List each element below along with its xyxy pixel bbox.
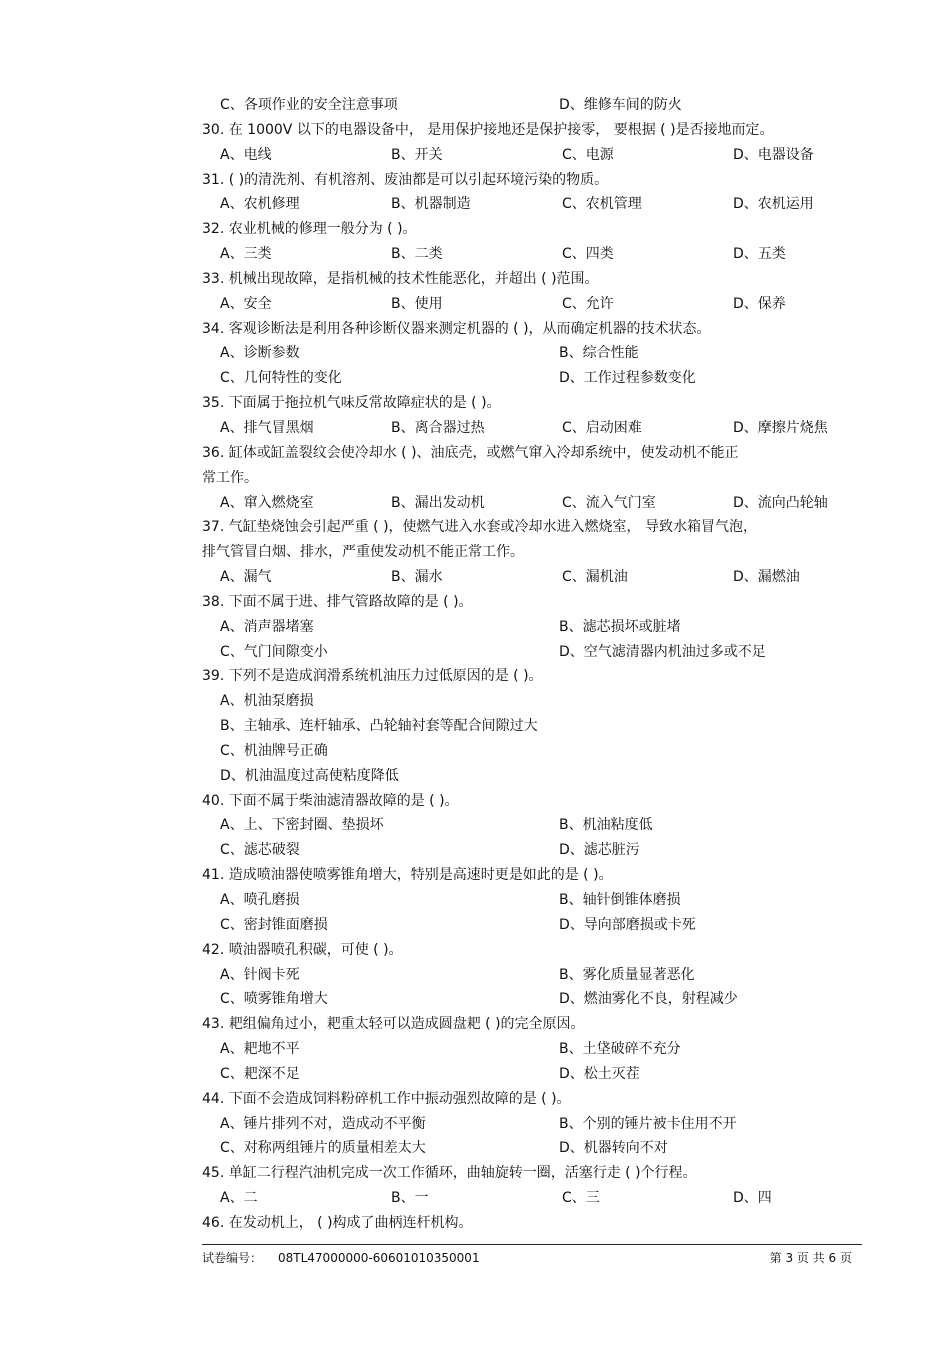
question-text: 常工作。 bbox=[202, 469, 258, 486]
answer-option: B、个别的锤片被卡住用不开 bbox=[559, 1115, 737, 1132]
question-text: 31. ( )的清洗剂、有机溶剂、废油都是可以引起环境污染的物质。 bbox=[202, 171, 609, 188]
answer-option: B、土垡破碎不充分 bbox=[559, 1041, 681, 1058]
answer-option: D、燃油雾化不良，射程减少 bbox=[559, 991, 738, 1008]
answer-option: C、耙深不足 bbox=[220, 1065, 300, 1082]
footer-divider bbox=[202, 1244, 862, 1245]
answer-option: B、离合器过热 bbox=[391, 419, 485, 436]
answer-option: D、导向部磨损或卡死 bbox=[559, 916, 696, 933]
answer-option: D、摩擦片烧焦 bbox=[733, 419, 828, 436]
question-text: 33. 机械出现故障，是指机械的技术性能恶化，并超出 ( )范围。 bbox=[202, 270, 599, 287]
answer-options-row bbox=[202, 491, 862, 516]
answer-option: B、二类 bbox=[391, 246, 443, 263]
answer-option: B、主轴承、连杆轴承、凸轮轴衬套等配合间隙过大 bbox=[220, 718, 538, 735]
answer-options-row bbox=[202, 987, 862, 1012]
answer-option: C、农机管理 bbox=[562, 196, 642, 213]
answer-option: B、开关 bbox=[391, 146, 443, 163]
answer-option: C、启动困难 bbox=[562, 419, 642, 436]
question-text: 40. 下面不属于柴油滤清器故障的是 ( )。 bbox=[202, 792, 459, 809]
answer-options-row bbox=[202, 813, 862, 838]
answer-option: D、四 bbox=[733, 1190, 772, 1207]
answer-option: D、农机运用 bbox=[733, 196, 814, 213]
answer-option: C、滤芯破裂 bbox=[220, 842, 300, 859]
paper-id-code: 08TL47000000-60601010350001 bbox=[278, 1251, 480, 1265]
question-text: 38. 下面不属于进、排气管路故障的是 ( )。 bbox=[202, 593, 473, 610]
answer-option: A、喷孔磨损 bbox=[220, 892, 300, 908]
question-text: 30. 在 1000V 以下的电器设备中， 是用保护接地还是保护接零， 要根据 ( )是否接地而定。 bbox=[202, 121, 774, 138]
answer-option: B、轴针倒锥体磨损 bbox=[559, 892, 681, 908]
answer-option: C、漏机油 bbox=[562, 569, 628, 586]
answer-option: D、漏燃油 bbox=[733, 569, 800, 586]
answer-option: A、锤片排列不对，造成动不平衡 bbox=[220, 1115, 426, 1132]
answer-option: C、几何特性的变化 bbox=[220, 370, 342, 387]
answer-options-row bbox=[202, 640, 862, 665]
answer-option: B、机器制造 bbox=[391, 196, 471, 213]
answer-option: C、密封锥面磨损 bbox=[220, 916, 328, 933]
question-text: 36. 缸体或缸盖裂纹会使冷却水 ( )、油底壳，或燃气窜入冷却系统中，使发动机不能正 bbox=[202, 444, 739, 461]
answer-options-row bbox=[202, 913, 862, 938]
answer-option: B、滤芯损坏或脏堵 bbox=[559, 618, 681, 635]
answer-option: D、保养 bbox=[733, 295, 786, 312]
answer-options-row bbox=[202, 838, 862, 863]
answer-option: D、机油温度过高使粘度降低 bbox=[220, 767, 399, 784]
answer-option: C、允许 bbox=[562, 295, 614, 312]
answer-option: A、农机修理 bbox=[220, 196, 300, 213]
question-text: 44. 下面不会造成饲料粉碎机工作中振动强烈故障的是 ( )。 bbox=[202, 1090, 571, 1107]
answer-option: A、电线 bbox=[220, 146, 272, 163]
question-text: 37. 气缸垫烧蚀会引起严重 ( )，使燃气进入水套或冷却水进入燃烧室， 导致水箱冒气泡， bbox=[202, 519, 757, 536]
answer-options-row bbox=[202, 888, 862, 913]
question-text: 43. 耙组偏角过小，耙重太轻可以造成圆盘耙 ( )的完全原因。 bbox=[202, 1016, 585, 1033]
answer-option: C、各项作业的安全注意事项 bbox=[220, 97, 398, 113]
answer-options-row bbox=[202, 565, 862, 590]
answer-option: B、机油粘度低 bbox=[559, 817, 653, 834]
answer-option: C、四类 bbox=[562, 246, 614, 263]
answer-option: A、耙地不平 bbox=[220, 1041, 300, 1058]
answer-option: C、对称两组锤片的质量相差太大 bbox=[220, 1140, 426, 1157]
question-text: 41. 造成喷油器使喷雾锥角增大，特别是高速时更是如此的是 ( )。 bbox=[202, 867, 613, 884]
answer-option: C、气门间隙变小 bbox=[220, 643, 328, 660]
answer-option: D、松土灭茬 bbox=[559, 1065, 640, 1082]
answer-option: B、漏水 bbox=[391, 569, 443, 586]
question-text: 34. 客观诊断法是利用各种诊断仪器来测定机器的 ( )，从而确定机器的技术状态。 bbox=[202, 320, 711, 337]
answer-options-row bbox=[202, 1037, 862, 1062]
answer-options-row bbox=[202, 341, 862, 366]
answer-option: B、综合性能 bbox=[559, 345, 639, 362]
answer-options-row bbox=[202, 292, 862, 317]
answer-option: D、五类 bbox=[733, 246, 786, 263]
question-text: 35. 下面属于拖拉机气味反常故障症状的是 ( )。 bbox=[202, 395, 501, 412]
answer-option: A、安全 bbox=[220, 295, 272, 312]
answer-option: A、漏气 bbox=[220, 569, 272, 586]
answer-option: A、消声器堵塞 bbox=[220, 618, 314, 635]
answer-option: A、二 bbox=[220, 1190, 258, 1207]
answer-option: A、针阀卡死 bbox=[220, 966, 300, 983]
answer-option: A、排气冒黑烟 bbox=[220, 419, 314, 436]
answer-options-row bbox=[202, 93, 862, 118]
question-text: 46. 在发动机上， ( )构成了曲柄连杆机构。 bbox=[202, 1214, 473, 1231]
answer-option: D、空气滤清器内机油过多或不足 bbox=[559, 643, 766, 660]
paper-id-label: 试卷编号： bbox=[202, 1251, 263, 1265]
answer-options-row bbox=[202, 143, 862, 168]
answer-option: D、工作过程参数变化 bbox=[559, 370, 696, 387]
answer-options-row bbox=[202, 1112, 862, 1137]
answer-options-row bbox=[202, 366, 862, 391]
answer-option: C、三 bbox=[562, 1190, 600, 1207]
page-footer bbox=[202, 1247, 862, 1269]
answer-option: B、使用 bbox=[391, 295, 443, 312]
answer-option: D、机器转向不对 bbox=[559, 1140, 668, 1157]
answer-option: B、雾化质量显著恶化 bbox=[559, 966, 695, 983]
answer-options-row bbox=[202, 416, 862, 441]
answer-options-row bbox=[202, 192, 862, 217]
answer-option: A、机油泵磨损 bbox=[220, 693, 314, 710]
question-text: 32. 农业机械的修理一般分为 ( )。 bbox=[202, 221, 417, 238]
page-number: 第 3 页 共 6 页 bbox=[769, 1251, 852, 1265]
answer-option: B、漏出发动机 bbox=[391, 494, 485, 511]
answer-option: A、上、下密封圈、垫损坏 bbox=[220, 817, 384, 834]
question-text: 39. 下列不是造成润滑系统机油压力过低原因的是 ( )。 bbox=[202, 668, 543, 685]
answer-option: D、电器设备 bbox=[733, 146, 814, 163]
answer-option: C、电源 bbox=[562, 146, 614, 163]
answer-options-row bbox=[202, 242, 862, 267]
question-text: 45. 单缸二行程汽油机完成一次工作循环，曲轴旋转一圈，活塞行走 ( )个行程。 bbox=[202, 1165, 697, 1182]
answer-options-row bbox=[202, 1186, 862, 1211]
answer-option: D、维修车间的防火 bbox=[559, 97, 682, 113]
answer-option: A、诊断参数 bbox=[220, 345, 300, 362]
answer-option: C、机油牌号正确 bbox=[220, 742, 328, 759]
question-text: 排气管冒白烟、排水，严重使发动机不能正常工作。 bbox=[202, 544, 524, 561]
exam-page-content bbox=[202, 93, 862, 1236]
answer-options-row bbox=[202, 615, 862, 640]
answer-option: B、一 bbox=[391, 1190, 429, 1207]
question-text: 42. 喷油器喷孔积碳，可使 ( )。 bbox=[202, 941, 403, 958]
answer-option: D、滤芯脏污 bbox=[559, 842, 640, 859]
answer-option: A、窜入燃烧室 bbox=[220, 494, 314, 511]
answer-options-row bbox=[202, 1136, 862, 1161]
answer-option: C、流入气门室 bbox=[562, 494, 656, 511]
answer-options-row bbox=[202, 963, 862, 988]
answer-options-row bbox=[202, 1062, 862, 1087]
answer-option: C、喷雾锥角增大 bbox=[220, 991, 328, 1008]
answer-option: D、流向凸轮轴 bbox=[733, 494, 828, 511]
answer-option: A、三类 bbox=[220, 246, 272, 263]
